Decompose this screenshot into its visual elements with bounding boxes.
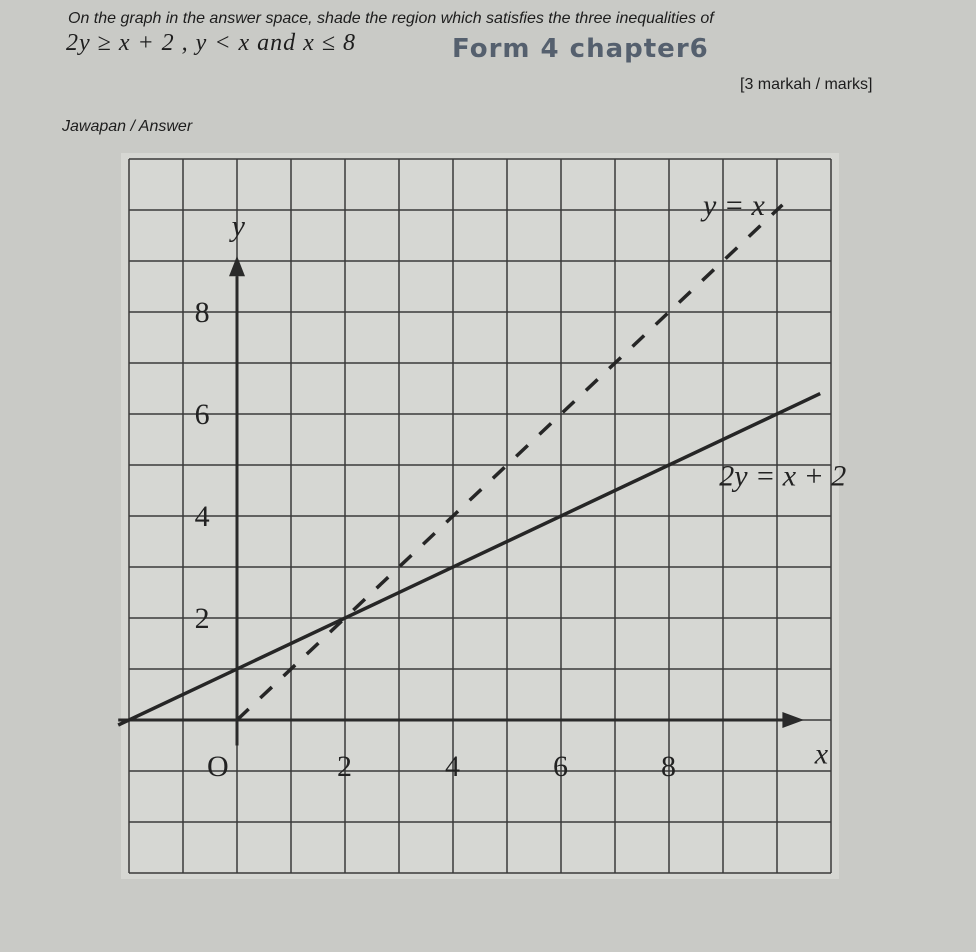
handwritten-note: Form 4 chapter6 (452, 34, 709, 64)
x-axis-label: x (814, 737, 829, 771)
x-tick-label: 4 (445, 750, 460, 784)
x-tick-label: 6 (553, 750, 568, 784)
x-tick-label: 2 (337, 750, 352, 784)
y-axis-label: y (231, 209, 245, 243)
inequalities: 2y ≥ x + 2 , y < x and x ≤ 8 (66, 30, 356, 56)
y-tick-label: 8 (194, 296, 210, 329)
line-label: 2y = x + 2 (719, 459, 847, 493)
x-tick-label: 8 (661, 750, 676, 784)
x-tick-label: O (207, 750, 229, 784)
question-text: On the graph in the answer space, shade the region which satisfies the three inequalities of (68, 10, 714, 27)
marks-label: [3 markah / marks] (740, 76, 873, 93)
answer-label: Jawapan / Answer (62, 118, 193, 135)
line-label: y = x (703, 189, 765, 223)
y-tick-label: 6 (194, 398, 210, 431)
y-tick-label: 4 (194, 500, 210, 533)
y-tick-label: 2 (194, 602, 210, 635)
